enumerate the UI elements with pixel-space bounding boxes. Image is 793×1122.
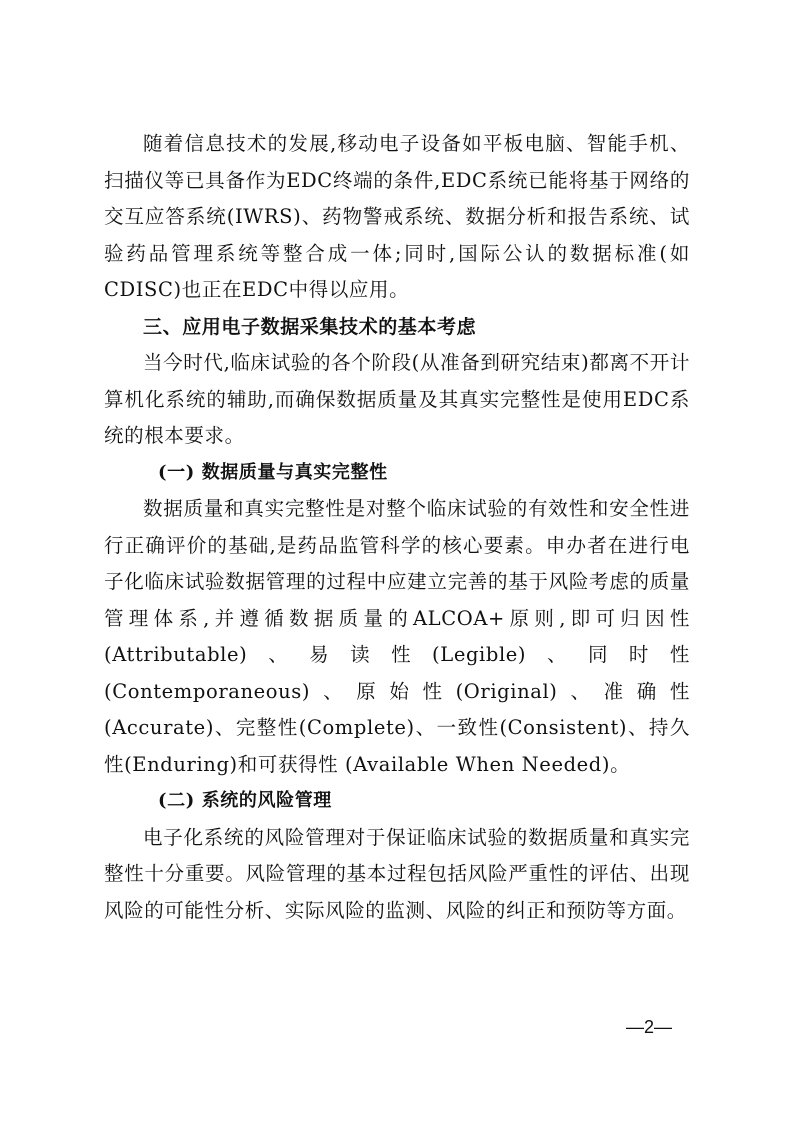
section-heading-basic-considerations: 三、应用电子数据采集技术的基本考虑 xyxy=(143,315,477,338)
paragraph-edc-integration: 随着信息技术的发展,移动电子设备如平板电脑、智能手机、扫描仪等已具备作为EDC终端的条件,EDC系统已能将基于网络的交互应答系统(IWRS)、药物警戒系统、数据分析和报告系统、试验药品管理系统等整合成一体;同时,国际公认的数据标准(如CDISC)也正在EDC中得以应用。 xyxy=(104,132,690,301)
subsection-heading-data-quality: (一) 数据质量与真实完整性 xyxy=(158,461,388,483)
page-number: —2— xyxy=(626,1017,673,1037)
subsection-heading-risk-management: (二) 系统的风险管理 xyxy=(158,790,332,811)
paragraph-computerized-systems: 当今时代,临床试验的各个阶段(从准备到研究结束)都离不开计算机化系统的辅助,而确保数据质量及其真实完整性是使用EDC系统的根本要求。 xyxy=(104,351,690,447)
paragraph-alcoa-principles: 数据质量和真实完整性是对整个临床试验的有效性和安全性进行正确评价的基础,是药品监管科学的核心要素。申办者在进行电子化临床试验数据管理的过程中应建立完善的基于风险考虑的质量管理体系,并遵循数据质量的ALCOA+原则,即可归因性(Attributable)、易读性(Legible)、同时性(Contemporaneous)、原始性(Original)、准确性(Accurate)、完整性(Complete)、一致性(Consistent)、持久性(Enduring)和可获得性 (Available When Needed)。 xyxy=(104,497,690,776)
paragraph-risk-management: 电子化系统的风险管理对于保证临床试验的数据质量和真实完整性十分重要。风险管理的基本过程包括风险严重性的评估、出现风险的可能性分析、实际风险的监测、风险的纠正和预防等方面。 xyxy=(104,825,690,922)
document-body xyxy=(104,126,690,929)
